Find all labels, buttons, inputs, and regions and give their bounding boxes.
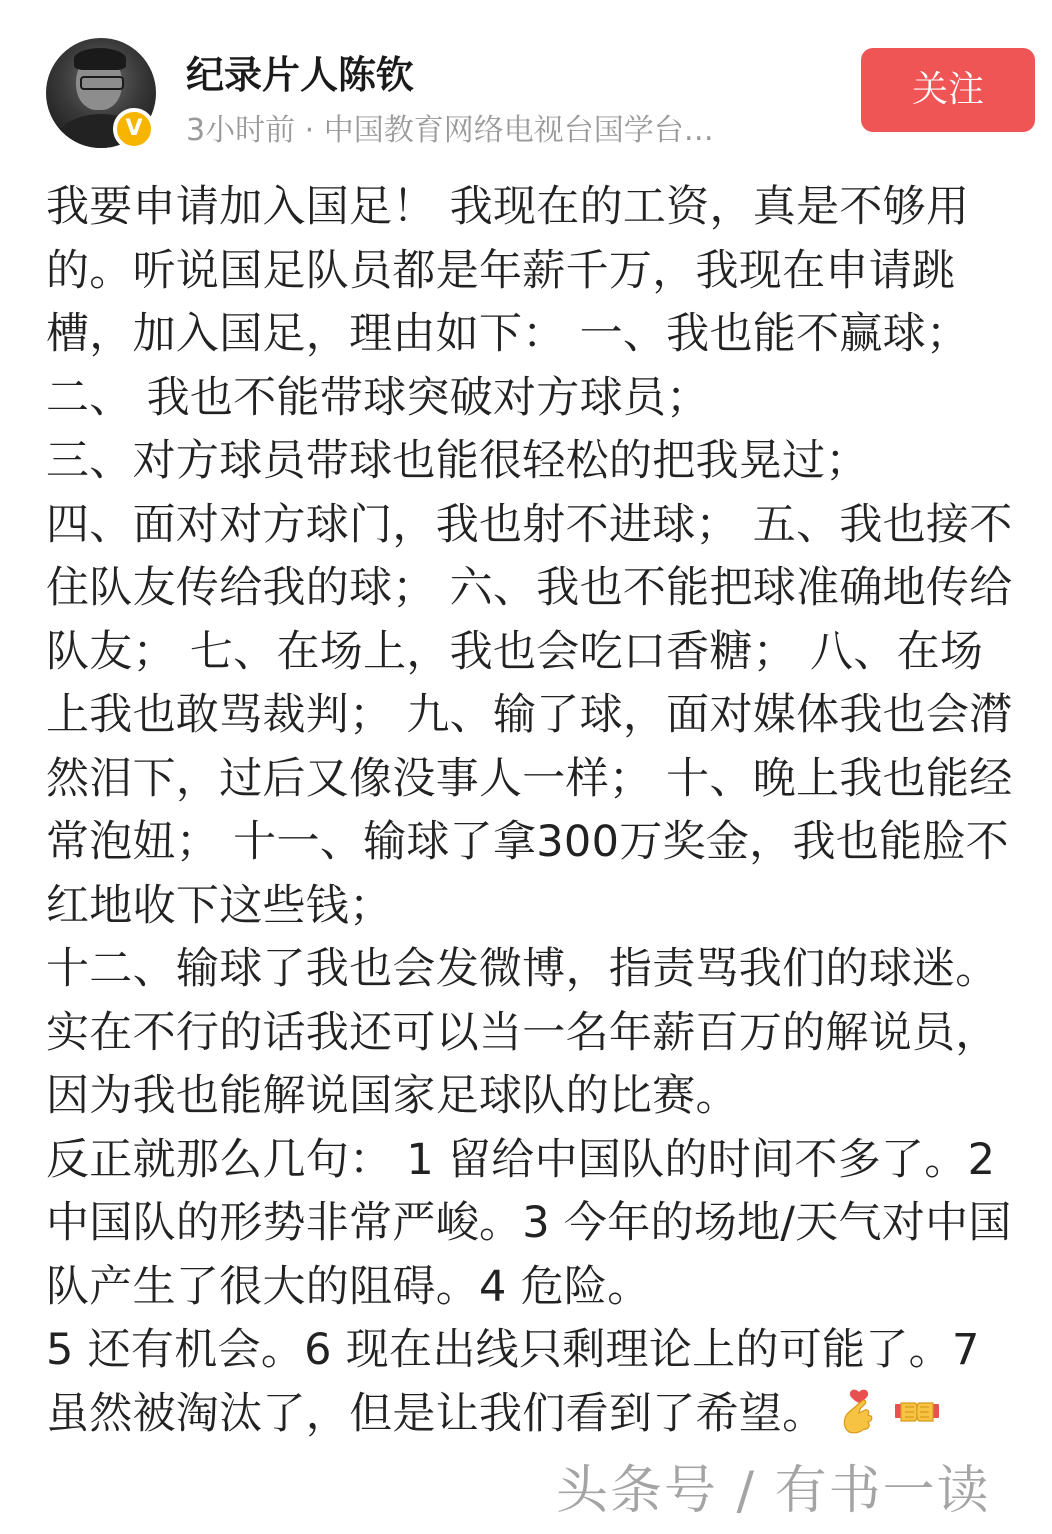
post-meta: 3小时前 · 中国教育网络电视台国学台… (186, 113, 714, 148)
username[interactable]: 纪录片人陈钦 (186, 53, 415, 97)
post-text-container (46, 176, 1021, 1446)
verified-badge-icon: V (113, 108, 155, 150)
fist-bump-icon (893, 1388, 941, 1436)
finger-heart-icon (835, 1388, 883, 1436)
watermark: 头条号 / 有书一读 (556, 1461, 991, 1521)
follow-button[interactable]: 关注 (861, 48, 1035, 132)
avatar-glasses (80, 76, 124, 90)
post-header (0, 0, 1052, 160)
avatar-hair (74, 48, 126, 70)
post-text: 我要申请加入国足！ 我现在的工资，真是不够用的。听说国足队员都是年薪千万，我现在申请跳槽，加入国足，理由如下： 一、我也能不赢球； 二、 我也不能带球突破对方球员； 三、对方球员带球也能很轻松的把我晃过； 四、面对对方球门，我也射不进球； 五、我也接不住队友传给我的球； 六、我也不能把球准确地传给队友； 七、在场上，我也会吃口香糖； 八、在场上我也敢骂裁判； 九、输了球，面对媒体我也会潸然泪下，过后又像没事人一样； 十、晚上我也能经常泡妞； 十一、输球了拿300万奖金，我也能脸不红地收下这些钱； 十二、输球了我也会发微博，指责骂我们的球迷。 实在不行的话我还可以当一名年薪百万的解说员，因为我也能解说国家足球队的比赛。 反正就那么几句： 1 留给中国队的时间不多了。2 中国队的形势非常严峻。3 今年的场地/天气对中国队产生了很大的阻碍。4 危险。 5 还有机会。6 现在出线只剩理论上的可能了。7 虽然被淘汰了，但是让我们看到了希望。 (46, 182, 1013, 1439)
